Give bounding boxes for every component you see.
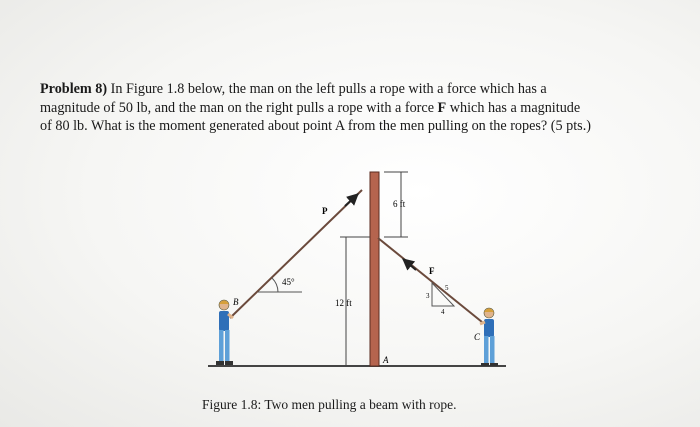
arrow-f	[403, 259, 416, 270]
slope-label-5: 5	[445, 284, 449, 292]
label-b: B	[233, 297, 239, 307]
man-right	[480, 308, 498, 366]
dim-6ft-label: 6 ft	[393, 199, 406, 209]
problem-line-2c: which has a magnitude	[446, 99, 581, 116]
label-p: P	[322, 206, 328, 216]
arrow-p	[345, 194, 358, 206]
label-a: A	[383, 355, 389, 365]
rope-right	[378, 238, 482, 322]
dim-12ft-label: 12 ft	[335, 298, 352, 308]
problem-label: Problem 8)	[40, 81, 108, 97]
problem-line-1: In Figure 1.8 below, the man on the left pulls a rope with a force which has a	[110, 81, 547, 97]
problem-line-2a: magnitude of 50 lb, and the man on the right pulls a rope with a force	[40, 99, 438, 116]
force-symbol-f: F	[437, 99, 447, 116]
slope-triangle	[432, 283, 454, 306]
angle-arc	[272, 278, 278, 292]
angle-label: 45°	[282, 277, 295, 287]
figure-caption: Figure 1.8: Two men pulling a beam with rope.	[202, 397, 457, 412]
label-c: C	[474, 332, 481, 342]
problem-line-3: of 80 lb. What is the moment generated about point A from the men pulling on the ropes? (5 pts.)	[40, 118, 591, 134]
slope-label-3: 3	[426, 292, 430, 300]
beam	[370, 172, 379, 366]
label-f: F	[429, 266, 435, 276]
slope-label-4: 4	[441, 308, 445, 316]
man-left	[216, 300, 233, 365]
